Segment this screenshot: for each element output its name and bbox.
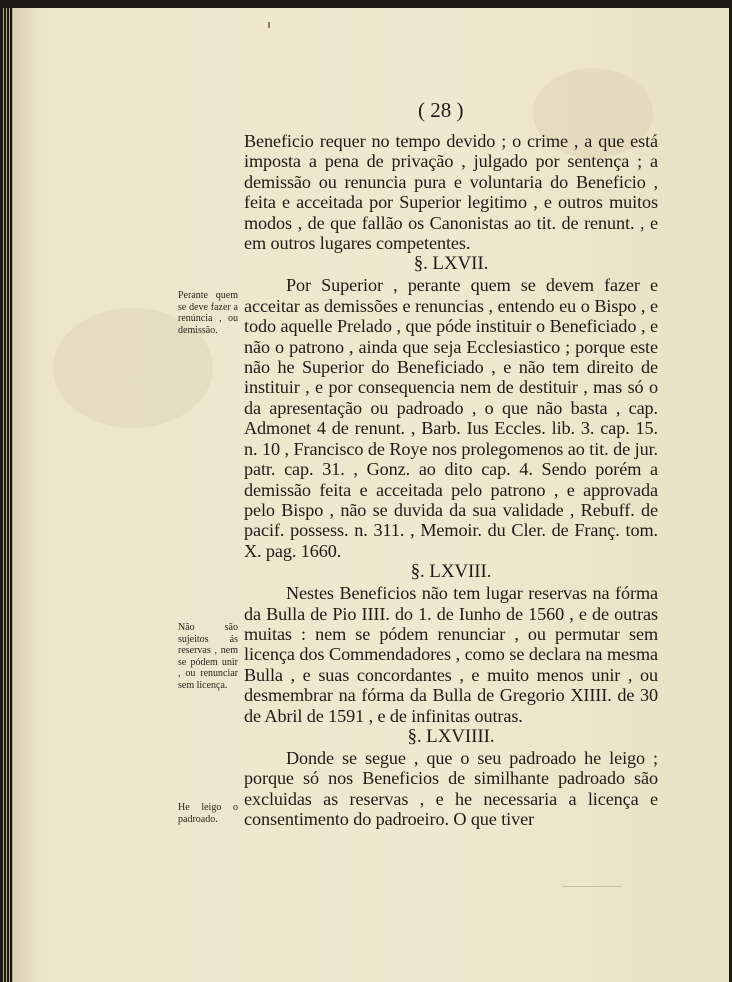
signature-rule xyxy=(562,866,622,887)
paragraph-3: Nestes Beneficios não tem lugar reservas na fórma da Bulla de Pio IIII. do 1. de Iunho de 1560 , e de outras muitas : nem se pódem renunciar , ou permutar sem licença dos Commendadores , como se declara na mesma Bulla , e suas concordantes , e muito menos unir , ou desmembrar na fórma da Bulla de Gregorio XIIII. de 30 de Abril de 1591 , e de infinitas outras. xyxy=(244,583,658,726)
section-heading-68: §. LXVIII. xyxy=(410,561,492,583)
page-edge xyxy=(6,8,7,982)
main-text xyxy=(244,131,658,830)
section-heading-67: §. LXVII. xyxy=(413,253,489,275)
page-edge xyxy=(9,8,10,982)
paragraph-2: Por Superior , perante quem se devem fazer e acceitar as demissões e renuncias , entendo eu o Bispo , e todo aquelle Prelado , que póde instituir o Beneficiado , e não o patrono , ainda que seja Ecclesiastico ; porque este não he Superior do Beneficiado , e não tem direito de instituir , e por consequencia nem de destituir , mas só o da apresentação ou padroado , o que não basta , cap. Admonet 4 de renunt. , Barb. Ius Eccles. lib. 3. cap. 15. n. 10 , Francisco de Roye nos prolegomenos ao tit. de jur. patr. cap. 31. , Gonz. ao dito cap. 4. Sendo porém a demissão feita e acceitada pelo patrono , e approvada pelo Bispo , não se duvida da sua validade , Rebuff. de pacif. possess. n. 311. , Memoir. du Cler. de Franç. tom. X. pag. 1660. xyxy=(244,275,658,561)
paragraph-4: Donde se segue , que o seu padroado he leigo ; porque só nos Beneficios de similhante padroado são excluidas as reservas , e he necessaria a licença e consentimento do padroeiro. O que tiver xyxy=(244,747,658,830)
print-mark xyxy=(268,22,270,28)
page-edge xyxy=(3,8,4,982)
margin-note-1: Perante quem se deve fazer a renúncia , ou demissão. xyxy=(178,290,238,336)
page-number: ( 28 ) xyxy=(418,98,464,122)
paragraph-1: Beneficio requer no tempo devido ; o crime , a que está imposta a pena de privação , julgado por sentença ; a demissão ou renuncia pura e voluntaria do Beneficio , feita e acceitada por Superior legitimo , e outros muitos modos , de que fallão os Canonistas ao tit. de renunt. , e em outros lugares competentes. xyxy=(244,131,658,254)
margin-note-2: Não são sujeitos ás reservas , nem se pódem unir , ou renunciar sem licença. xyxy=(178,622,238,691)
margin-note-3: He leigo o padroado. xyxy=(178,802,238,825)
section-heading-69: §. LXVIIII. xyxy=(407,725,495,747)
